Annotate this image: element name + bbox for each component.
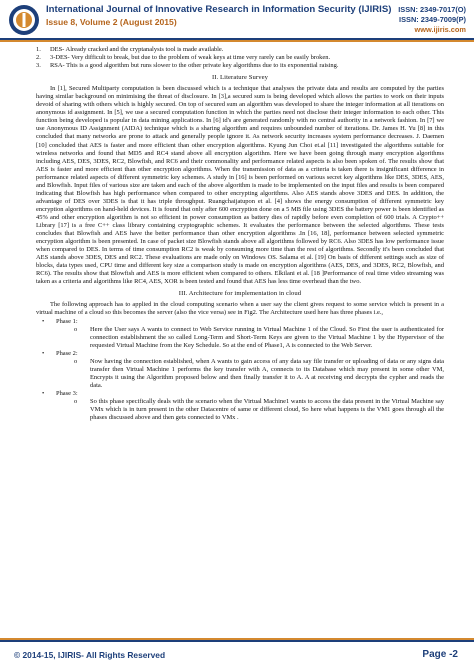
section-heading-architecture: III. Architecture for implementation in cloud (178, 290, 302, 298)
list-item (36, 62, 444, 70)
list-number: 3. (36, 62, 41, 70)
circle-bullet-icon: o (74, 325, 78, 333)
circle-bullet-icon: o (74, 357, 78, 365)
phase-2-description: o Now having the connection established, when A wants to gain access of any data say file transfer or uploading of data or any signs data transfer then Virtual Machine 1 performs the key transfer with A, connects to its Database which may present in some other VM, Encrypts it using the Algorithm proposed below and then finally transfer it to A. A at receiving end decrypts the cypher and reads the data. (74, 357, 444, 389)
circle-bullet-icon: o (74, 397, 78, 405)
list-text: RSA- This is a good algorithm but runs slower to the other private key algorithms due to its exponential raising. (50, 62, 339, 70)
journal-title: International Journal of Innovative Research in Information Security (IJIRIS) (46, 4, 392, 15)
list-text: 3-DES- Very difficult to break, but due to the problem of weak keys at time very rarely can be easily broken. (50, 54, 331, 62)
bullet-icon: • (42, 349, 45, 357)
phase-1-label: • Phase 1: (42, 317, 78, 325)
list-number: 1. (36, 46, 41, 53)
phase-1-description: o Here the User says A wants to connect to Web Service running in Virtual Machine 1 of the Cloud. So First the user is authenticated for connection establishment the so called Long-Term and Short-Term Keys are given to the Virtual Machine 1 by the Hypervisor of the requested Virtual Machine from the Key Schedule. So at the end of Phase1, A is connected to the Web Server. (74, 325, 444, 349)
footer-divider (0, 638, 474, 642)
list-item (36, 46, 444, 54)
article-body (36, 46, 444, 422)
footer-copyright: © 2014-15, IJIRIS- All Rights Reserved (14, 650, 166, 660)
list-item (36, 54, 444, 62)
page-number: Page -2 (422, 649, 458, 660)
issn-online: ISSN: 2349-7009(P) (399, 15, 466, 24)
bullet-icon: • (42, 389, 45, 397)
phase-2-label: • Phase 2: (42, 349, 78, 357)
phase-3-label: • Phase 3: (42, 389, 78, 397)
list-text: DES- Already cracked and the cryptanalysis tool is made available. (50, 46, 224, 53)
journal-logo-icon (8, 4, 40, 36)
literature-survey-paragraph: In [1], Secured Multiparty computation is been discussed which is a technique that analyses the private data and results are computed by the parties having similar background on minimising the threat of disclosure. In [3],a secured sum is being developed which allows the parties to work on their inputs devoid of sharing with others which is highly secured. On top of secured sum an algorithm was developed to share the integer information at all iterations on anonymous id assignment. In [5], we use a secured computation function in which the parties need not disclose their integer information to each other. This function being developed is popular in data mining applications. In [6] id's are generated randomly with no central authority in a network fashion. In [7] we use Anonymous ID Assignment (AIDA) technique which is a sharing algorithm and requires unbounded number of iterations. Dr. James H. Yu [8] in this concluded that many networks are prone to attack and generally people ignore it. As network security increases system performance decreases. J. Daemen [10] concluded that AES is faster and more efficient than other encryption algorithms. Kyung Jun Choi et.al [11] investigated the algorithms suitable for wireless networks and found that MD5 and RC4 stand above all encryption algorithm. Here we have been going through many encryption algorithms including AES, DES, 3DES, RC2, Blowfish, and RC6 and their commonality and performance related aspects is also been spoken of. The results show that AES is faster and more efficient than other encryption algorithms. When the transmission of data as a criteria is taken there is insignificant difference in performance related aspects of different symmetric key schemes. A study in [16] is been performed on various secret key algorithms like DES, 3DES, AES, and Blowfish. Input files of various size are taken and each of the above algorithm is made to be implemented on the input files and results is been compared indicating that Blowfish has high performance when compared to other encrypting algorithms. Also AES stands above 3DES and DES. In addition, the advantage of DES over 3DES is that it has triple throughput. Ruangchaijatupon et al. [4] shows the energy consumption of different symmetric key encryption algorithms on hand-held devices. It is found that only after 600 encryption done on a 5 MB file using 3DES the battery power is been identified as 45% and other encryption algorithm is not so efficient in power consumption as battery dies of rapidly before even completion of 600 trials. A Crypto++ Library [17] is a free C++ class library containing cryptographic schemes. It evaluates the performance between the selected algorithms. These tests concludes that Blowfish and AES have the better performance than other encryption algorithms .In [16, 18], performance between selected symmetric encryption algorithm is been presented. In case of packet size Blowfish stands above all algorithms followed by RC6. Also 3DES has low performance issue when compared to DES. In terms of time consumption RC2 is weak by consuming more time than the rest of algorithms. Secondly it's been concluded that AES stands above 3DES, DES and RC2. These evaluations are made only on Windows OS. Salama et al. [19] On basis of different settings such as size of blocks, data types used, CPU time and different key size a comparison study is made on encryption algorithms (AES, DES, and 3DES, RC2, Blowfish, and RC6). The results show that Blowfish and AES is more efficient when compared to others. Elkilani et al. [18 ]Performance of real time video streaming was taken as a criteria and algorithms like RC4, AES, XOR is been tested and found that AES has less time overhead than the two. (36, 85, 444, 286)
issn-print: ISSN: 2349-7017(O) (398, 5, 466, 14)
phase-3-description: o So this phase specifically deals with the scenario when the Virtual Machine1 wants to access the data present in the Virtual Machine say VMx which is in turn present in the other Datacentre of same or different cloud, So here what happens is the VM1 goes through all the phases discussed above and then gets connected to VMx . (74, 397, 444, 422)
journal-header (0, 0, 474, 40)
list-number: 2. (36, 54, 41, 62)
page-footer (0, 638, 474, 670)
section-heading-literature-survey: II. Literature Survey (211, 74, 269, 82)
architecture-intro-paragraph: The following approach has to applied in the cloud computing scenario when a user say the client gives request to some service which is present in a virtual machine of a cloud so this becomes the server (also the vice versa) see in Fig2. The Architecture used here has three phases i.e., (36, 301, 444, 317)
journal-issue: Issue 8, Volume 2 (August 2015) (46, 17, 177, 27)
bullet-icon: • (42, 317, 45, 325)
header-divider (0, 38, 474, 42)
journal-website-link[interactable]: www.ijiris.com (414, 25, 466, 34)
